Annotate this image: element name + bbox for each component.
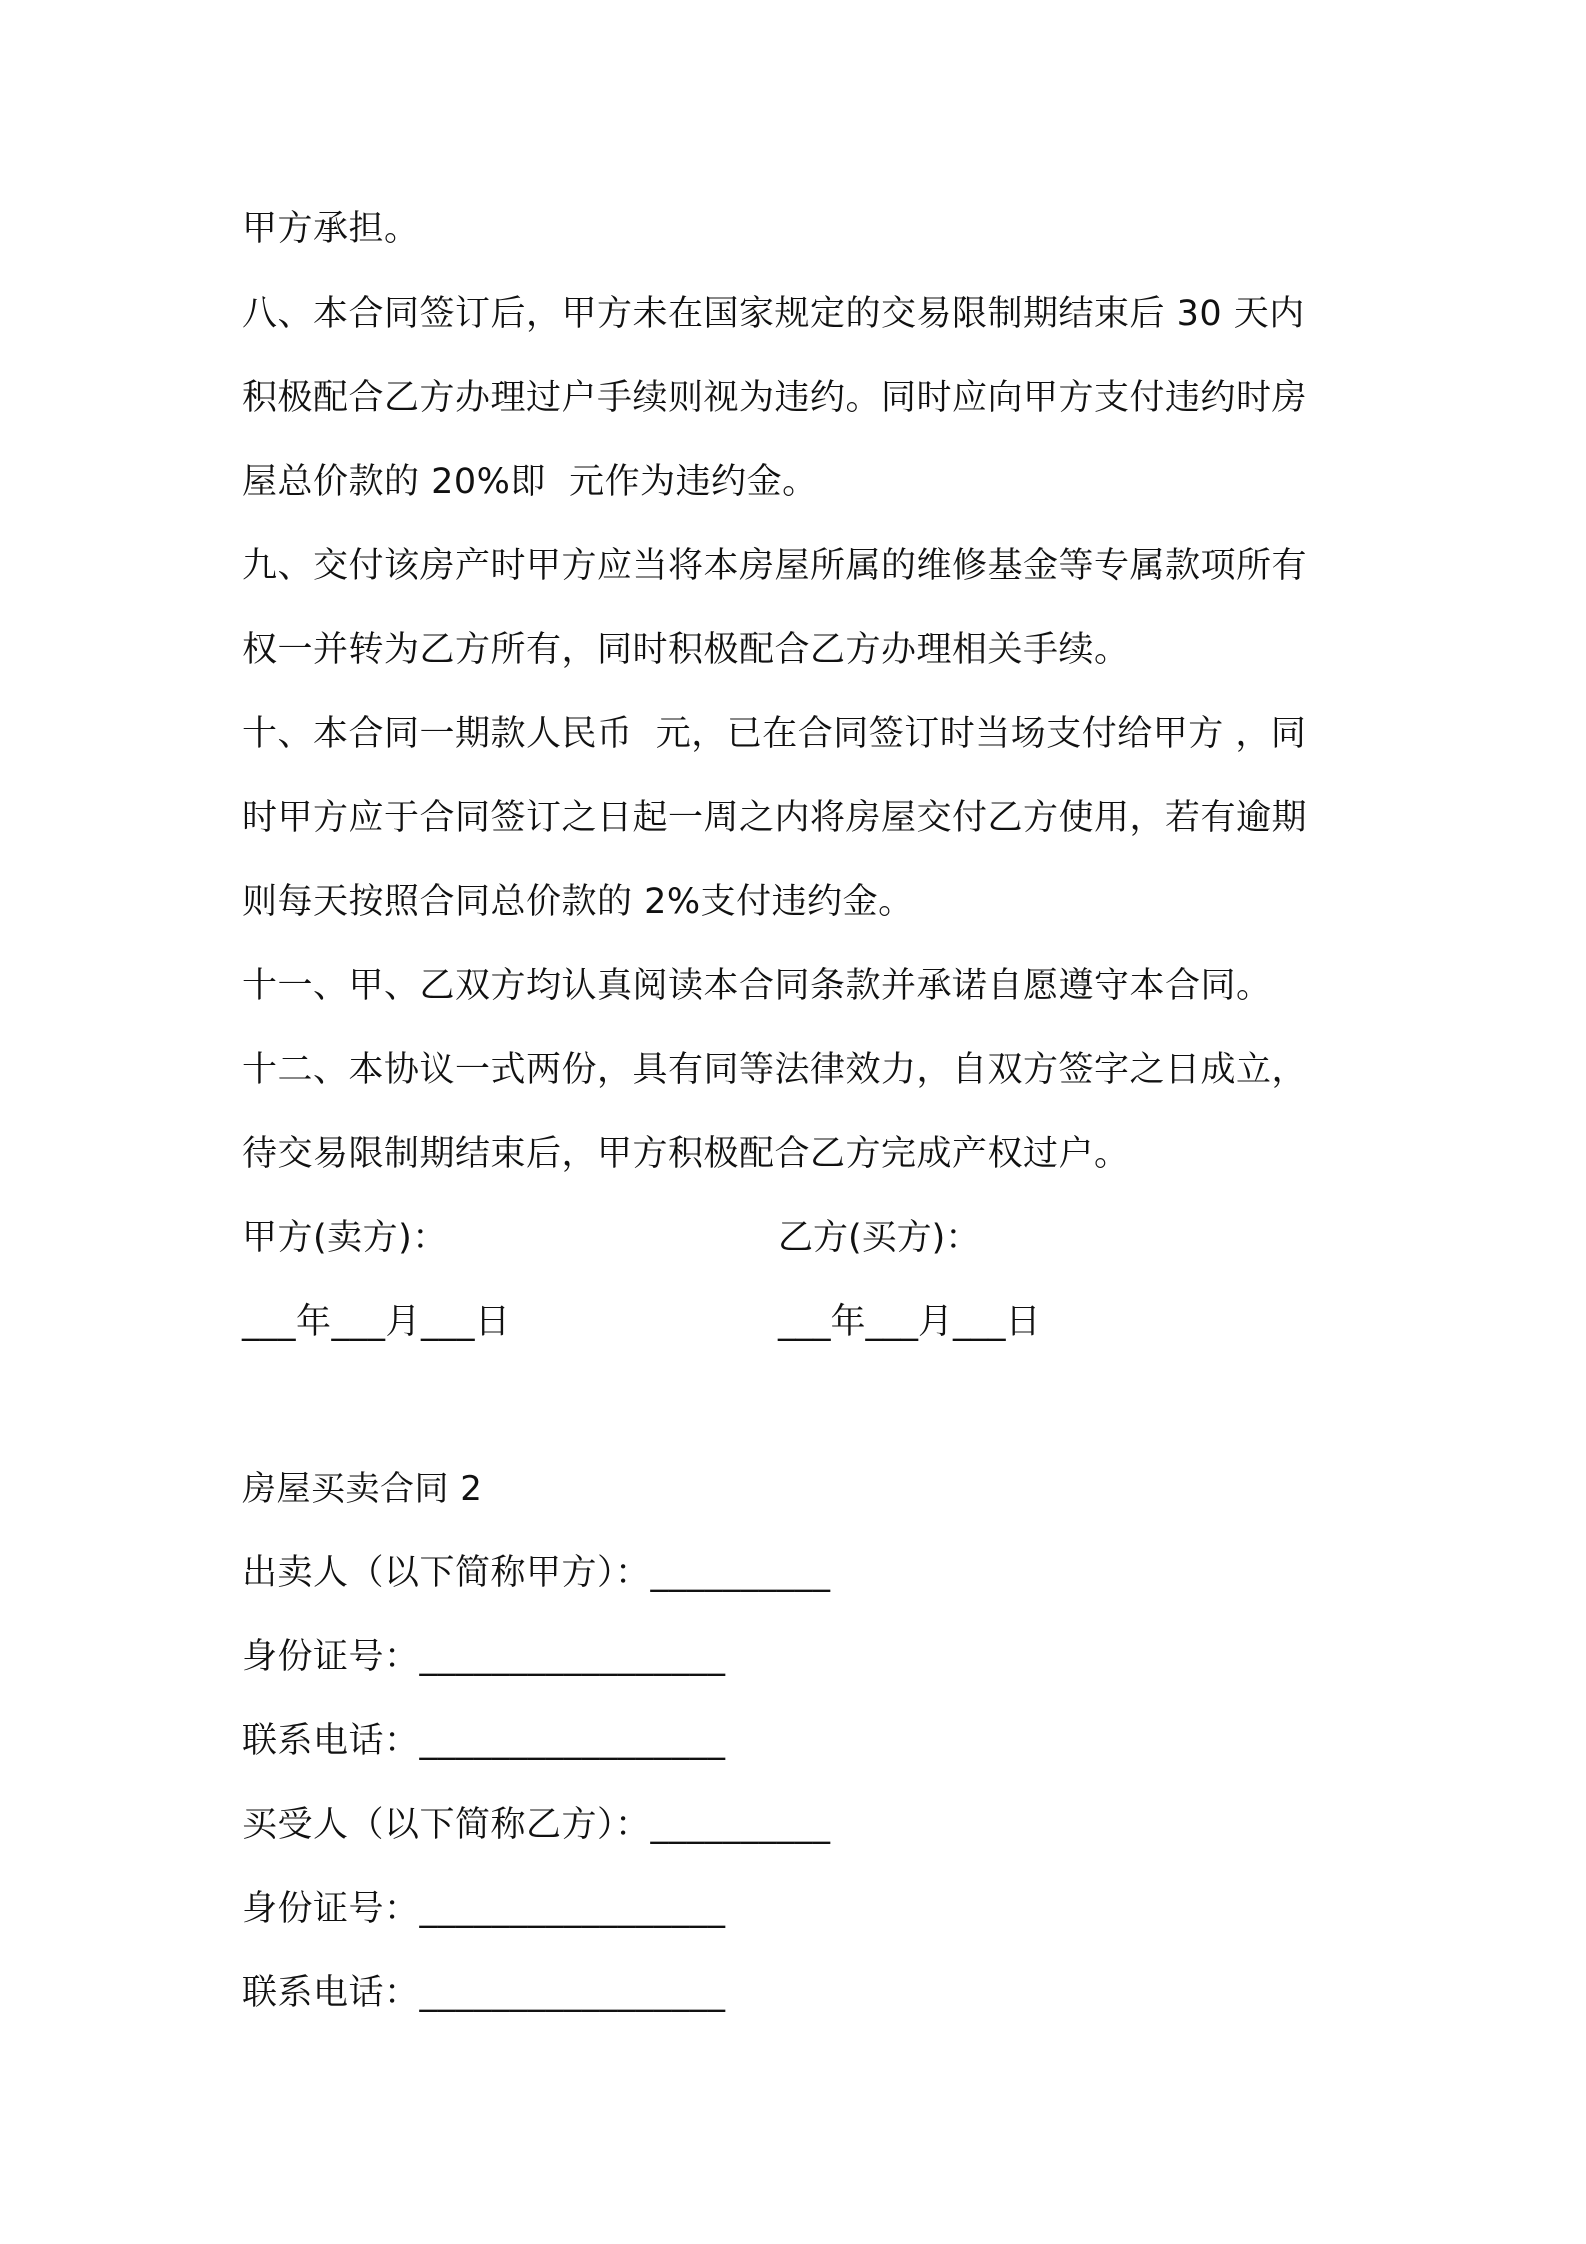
- seller-id-field: 身份证号：_________________: [242, 1637, 726, 1677]
- clause-11-line-1: 十一、甲、乙双方均认真阅读本合同条款并承诺自愿遵守本合同。: [242, 966, 1272, 1006]
- clause-12-line-1: 十二、本协议一式两份，具有同等法律效力，自双方签字之日成立，: [242, 1050, 1308, 1090]
- buyer-field: 买受人（以下简称乙方）：__________: [242, 1805, 831, 1845]
- clause-9-line-1: 九、交付该房产时甲方应当将本房屋所属的维修基金等专属款项所有: [242, 546, 1308, 586]
- clause-8-line-2: 积极配合乙方办理过户手续则视为违约。同时应向甲方支付违约时房: [242, 378, 1308, 418]
- party-a-label: 甲方(卖方)：: [242, 1218, 448, 1258]
- second-contract-title: 房屋买卖合同 2: [242, 1469, 483, 1509]
- party-a-date: ___年___月___日: [242, 1302, 511, 1342]
- seller-field: 出卖人（以下简称甲方）：__________: [242, 1553, 831, 1593]
- party-b-date: ___年___月___日: [778, 1302, 1041, 1342]
- clause-10-line-1: 十、本合同一期款人民币 元，已在合同签订时当场支付给甲方 ，同: [242, 714, 1307, 754]
- clause-8-line-3: 屋总价款的 20%即 元作为违约金。: [242, 462, 818, 502]
- clause-9-line-2: 权一并转为乙方所有，同时积极配合乙方办理相关手续。: [242, 630, 1130, 670]
- seller-phone-field: 联系电话：_________________: [242, 1721, 726, 1761]
- buyer-phone-field: 联系电话：_________________: [242, 1973, 726, 2013]
- clause-12-line-2: 待交易限制期结束后，甲方积极配合乙方完成产权过户。: [242, 1134, 1130, 1174]
- clause-10-line-2: 时甲方应于合同签订之日起一周之内将房屋交付乙方使用，若有逾期: [242, 798, 1308, 838]
- buyer-id-field: 身份证号：_________________: [242, 1889, 726, 1929]
- clause-10-line-3: 则每天按照合同总价款的 2%支付违约金。: [242, 882, 914, 922]
- clause-8-line-1: 八、本合同签订后，甲方未在国家规定的交易限制期结束后 30 天内: [242, 294, 1305, 334]
- continued-text: 甲方承担。: [242, 209, 420, 249]
- party-b-label: 乙方(买方)：: [778, 1218, 981, 1258]
